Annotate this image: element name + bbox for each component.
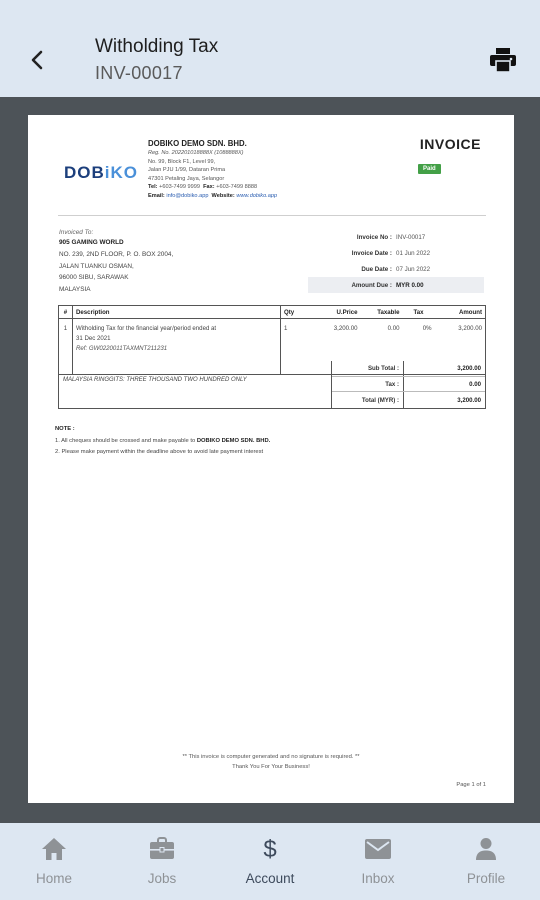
col-amount: Amount xyxy=(435,306,486,319)
invoice-page xyxy=(28,115,514,803)
item-taxable: 0.00 xyxy=(387,325,400,332)
company-info xyxy=(148,139,277,201)
customer-address-4: MALAYSIA xyxy=(59,286,91,294)
total-row: Total (MYR) : 3,200.00 xyxy=(332,392,485,408)
print-button[interactable] xyxy=(486,44,520,76)
item-amount: 3,200.00 xyxy=(458,325,482,332)
company-name: DOBIKO DEMO SDN. BHD. xyxy=(148,139,247,148)
totals-box xyxy=(331,361,485,408)
email-link[interactable]: info@dobiko.app xyxy=(166,192,209,199)
home-icon xyxy=(41,837,67,861)
meta-due-date: Due Date : 07 Jun 2022 xyxy=(361,265,431,273)
item-reference: Ref: GW0220011TAXMNT211231 xyxy=(76,345,168,352)
back-button[interactable] xyxy=(22,44,52,76)
company-address-3: 47301 Petaling Jaya, Selangor xyxy=(148,175,225,182)
footer-disclaimer: ** This invoice is computer generated and no signature is required. ** xyxy=(182,754,360,760)
nav-home-label: Home xyxy=(35,871,72,886)
nav-jobs[interactable] xyxy=(108,823,216,900)
company-contact: Email: info@dobiko.app Website: www.dobiko.app xyxy=(148,192,278,199)
app-header xyxy=(0,0,540,97)
briefcase-icon xyxy=(149,837,175,861)
nav-profile[interactable] xyxy=(432,823,540,900)
header-divider xyxy=(58,215,486,216)
svg-text:$: $ xyxy=(263,836,277,863)
meta-amount-due: Amount Due : MYR 0.00 xyxy=(308,277,484,293)
website-link[interactable]: www.dobiko.app xyxy=(236,192,278,199)
mail-icon xyxy=(364,838,392,860)
note-2: 2. Please make payment within the deadline above to avoid late payment interest xyxy=(55,449,264,455)
company-address-1: No. 99, Block F1, Level 99, xyxy=(148,158,216,165)
meta-invoice-date: Invoice Date : 01 Jun 2022 xyxy=(351,250,431,258)
item-no: 1 xyxy=(59,319,73,375)
nav-inbox-label: Inbox xyxy=(361,871,395,886)
company-reg: Reg. No. 202201018888X (1088888X) xyxy=(148,150,244,156)
nav-account-label: Account xyxy=(245,871,295,886)
nav-inbox[interactable] xyxy=(324,823,432,900)
page-title: Witholding Tax xyxy=(95,36,219,57)
company-phone: Tel: +603-7499 9999 Fax: +603-7499 8888 xyxy=(148,184,258,191)
invoice-footer xyxy=(28,752,514,772)
invoice-number-subtitle: INV-00017 xyxy=(95,63,183,83)
col-no: # xyxy=(59,306,73,319)
col-description: Description xyxy=(73,306,281,319)
customer-address-2: JALAN TUANKU OSMAN, xyxy=(59,262,134,270)
totals-section xyxy=(58,361,486,409)
col-unit-price: U.Price xyxy=(317,306,361,319)
invoice-meta xyxy=(308,230,484,293)
col-qty: Qty xyxy=(281,306,317,319)
nav-account[interactable] xyxy=(216,823,324,900)
note-1: 1. All cheques should be crossed and make payable to DOBIKO DEMO SDN. BHD. xyxy=(55,437,271,444)
nav-jobs-label: Jobs xyxy=(147,871,177,886)
customer-name: 905 GAMING WORLD xyxy=(59,239,124,246)
notes-title: NOTE : xyxy=(55,426,75,432)
item-qty: 1 xyxy=(284,325,288,332)
page-number: Page 1 of 1 xyxy=(456,782,486,788)
customer-address-3: 96000 SIBU, SARAWAK xyxy=(59,274,129,282)
col-tax: Tax xyxy=(403,306,435,319)
tax-row: Tax : 0.00 xyxy=(332,377,485,393)
company-logo: DOBiKO xyxy=(64,163,139,182)
item-unit-price: 3,200.00 xyxy=(333,325,358,332)
meta-invoice-no: Invoice No : INV-00017 xyxy=(356,234,426,242)
col-taxable: Taxable xyxy=(361,306,403,319)
notes-section xyxy=(55,424,270,459)
invoice-heading: INVOICE xyxy=(419,136,481,152)
print-icon xyxy=(489,47,517,73)
bill-to-label: Invoiced To: xyxy=(59,229,94,236)
nav-home[interactable] xyxy=(0,823,108,900)
items-header-row xyxy=(59,306,486,319)
status-badge: Paid xyxy=(418,164,441,174)
amount-in-words: MALAYSIA RINGGITS: THREE THOUSAND TWO HUNDRED ONLY xyxy=(63,377,247,383)
document-viewer[interactable] xyxy=(0,97,540,823)
back-arrow-icon xyxy=(30,50,44,70)
customer-address-1: NO. 239, 2ND FLOOR, P. O. BOX 2004, xyxy=(59,250,174,258)
bottom-nav xyxy=(0,823,540,900)
nav-profile-label: Profile xyxy=(466,871,506,886)
person-icon xyxy=(474,837,498,861)
dollar-icon xyxy=(261,835,279,863)
item-tax: 0% xyxy=(422,325,432,332)
subtotal-row: Sub Total : 3,200.00 xyxy=(332,361,485,377)
footer-thanks: Thank You For Your Business! xyxy=(232,764,310,770)
bill-to xyxy=(59,228,173,296)
item-description: Witholding Tax for the financial year/period ended at 31 Dec 2021 Ref: GW0220011TAXMNT211231 xyxy=(73,319,281,375)
company-address-2: Jalan PJU 1/99, Dataran Prima xyxy=(148,167,226,174)
